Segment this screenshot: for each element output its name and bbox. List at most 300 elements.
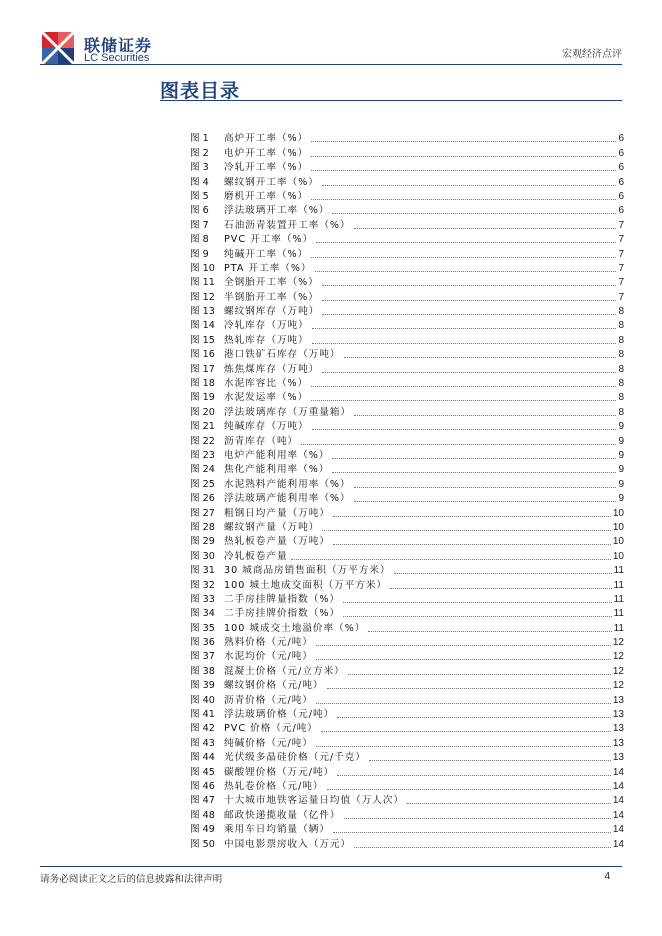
toc-figure-number: 图 44 [190, 752, 215, 764]
toc-figure-title: 螺纹钢库存（万吨） [224, 306, 320, 318]
toc-entry[interactable] [190, 707, 624, 721]
toc-figure-title: 光伏级多晶硅价格（元/千克） [224, 752, 366, 764]
toc-leader-dots [343, 602, 612, 603]
toc-figure-number: 图 23 [190, 449, 215, 461]
toc-entry[interactable] [190, 347, 624, 361]
toc-entry[interactable] [190, 649, 624, 663]
toc-leader-dots [311, 386, 616, 387]
toc-entry-label [190, 407, 351, 419]
toc-entry-label [190, 651, 313, 663]
lc-securities-logo-icon [40, 30, 76, 66]
toc-page-number: 14 [612, 809, 624, 821]
toc-figure-number: 图 33 [190, 593, 215, 605]
toc-entry[interactable] [190, 635, 624, 649]
toc-page-number: 6 [618, 176, 624, 188]
toc-figure-title: 半钢胎开工率（%） [224, 291, 319, 303]
toc-leader-dots [368, 631, 611, 632]
toc-figure-number: 图 7 [190, 219, 209, 231]
toc-figure-title: PVC 开工率（%） [224, 234, 314, 246]
toc-entry[interactable] [190, 750, 624, 764]
toc-figure-title: 二手房挂牌量指数（%） [224, 593, 341, 605]
toc-page-number: 7 [618, 219, 624, 231]
toc-entry[interactable] [190, 807, 624, 821]
toc-figure-number: 图 5 [190, 190, 209, 202]
toc-entry-label [190, 292, 319, 304]
toc-page-number: 8 [618, 406, 624, 418]
toc-leader-dots [348, 674, 611, 675]
toc-figure-title: 30 城商品房销售面积（万平方米） [224, 565, 391, 577]
toc-page-number: 7 [618, 248, 624, 260]
toc-leader-dots [327, 789, 611, 790]
toc-figure-title: 热轧卷价格（元/吨） [224, 780, 324, 792]
toc-figure-title: 100 城成交土地溢价率（%） [224, 622, 366, 634]
toc-entry-label [190, 436, 298, 448]
toc-entry[interactable] [190, 505, 624, 519]
toc-figure-number: 图 3 [190, 162, 209, 174]
toc-figure-title: 纯碱开工率（%） [224, 248, 309, 260]
toc-leader-dots [311, 170, 616, 171]
toc-entry[interactable] [190, 692, 624, 706]
toc-figure-number: 图 45 [190, 766, 215, 778]
toc-page-number: 11 [613, 622, 624, 634]
toc-figure-number: 图 41 [190, 709, 215, 721]
toc-page-number: 8 [618, 320, 624, 332]
toc-leader-dots [312, 429, 617, 430]
toc-figure-title: 沥青库存（吨） [224, 435, 299, 447]
toc-figure-number: 图 43 [190, 737, 215, 749]
toc-leader-dots [311, 400, 616, 401]
toc-figure-number: 图 30 [190, 550, 215, 562]
toc-figure-number: 图 6 [190, 205, 209, 217]
toc-leader-dots [311, 257, 616, 258]
toc-figure-title: 100 城土地成交面积（万平方米） [224, 579, 388, 591]
toc-page-number: 13 [612, 737, 624, 749]
toc-page-number: 8 [618, 392, 624, 404]
toc-leader-dots [354, 501, 617, 502]
toc-leader-dots [354, 228, 617, 229]
toc-entry-label [190, 133, 308, 145]
toc-page-number: 12 [612, 665, 624, 677]
toc-leader-dots [332, 472, 616, 473]
toc-entry[interactable] [190, 491, 624, 505]
toc-entry-label [190, 493, 351, 505]
toc-figure-number: 图 31 [190, 565, 215, 577]
toc-figure-title: 邮政快递揽收量（亿件） [224, 809, 341, 821]
toc-entry[interactable] [190, 174, 624, 188]
toc-leader-dots [344, 818, 611, 819]
toc-figure-title: 浮法玻璃开工率（%） [224, 205, 330, 217]
toc-figure-title: 石油沥青装置开工率（%） [224, 219, 351, 231]
toc-page-number: 12 [612, 651, 624, 663]
toc-entry[interactable] [190, 520, 624, 534]
toc-leader-dots [407, 803, 611, 804]
toc-entry[interactable] [190, 289, 624, 303]
toc-figure-number: 图 18 [190, 378, 215, 390]
toc-entry-label [190, 594, 340, 606]
toc-leader-dots [343, 616, 612, 617]
toc-page-number: 8 [618, 306, 624, 318]
toc-figure-number: 图 9 [190, 248, 209, 260]
toc-entry-label [190, 234, 313, 246]
toc-page-number: 6 [618, 147, 624, 159]
toc-leader-dots [369, 760, 611, 761]
toc-figure-title: 浮法玻璃价格（元/吨） [224, 709, 335, 721]
toc-entry-label [190, 839, 351, 851]
toc-entry-label [190, 364, 319, 376]
toc-page-number: 14 [612, 795, 624, 807]
toc-figure-number: 图 24 [190, 464, 215, 476]
toc-page-number: 8 [618, 378, 624, 390]
toc-leader-dots [390, 588, 612, 589]
toc-figure-title: 纯碱库存（万吨） [224, 421, 309, 433]
toc-leader-dots [327, 688, 611, 689]
toc-entry[interactable] [190, 246, 624, 260]
toc-entry-label [190, 810, 341, 822]
toc-page-number: 9 [618, 449, 624, 461]
toc-page-number: 9 [618, 493, 624, 505]
toc-page-number: 11 [613, 593, 624, 605]
toc-page-number: 7 [618, 291, 624, 303]
toc-entry[interactable] [190, 332, 624, 346]
toc-entry[interactable] [190, 764, 624, 778]
toc-figure-number: 图 49 [190, 824, 215, 836]
toc-page-number: 13 [612, 694, 624, 706]
toc-figure-number: 图 25 [190, 478, 215, 490]
toc-figure-title: 热轧板卷产量（万吨） [224, 536, 330, 548]
report-type: 宏观经济点评 [562, 49, 622, 60]
toc-leader-dots [316, 645, 611, 646]
toc-figure-number: 图 28 [190, 521, 215, 533]
toc-leader-dots [316, 746, 611, 747]
toc-figure-number: 图 50 [190, 838, 215, 850]
toc-leader-dots [354, 487, 617, 488]
toc-entry[interactable] [190, 793, 624, 807]
toc-entry[interactable] [190, 261, 624, 275]
toc-leader-dots [394, 573, 612, 574]
toc-entry-label [190, 680, 324, 692]
toc-leader-dots [315, 271, 617, 272]
toc-entry-label [190, 220, 351, 232]
toc-entry-label [190, 464, 329, 476]
toc-page-number: 7 [618, 262, 624, 274]
toc-figure-number: 图 39 [190, 680, 215, 692]
toc-figure-number: 图 37 [190, 651, 215, 663]
toc-page-number: 11 [613, 608, 624, 620]
toc-entry-label [190, 781, 324, 793]
toc-page-number: 9 [618, 464, 624, 476]
toc-leader-dots [312, 343, 617, 344]
toc-entry[interactable] [190, 448, 624, 462]
toc-figure-number: 图 16 [190, 349, 215, 361]
toc-entry[interactable] [190, 304, 624, 318]
toc-entry-label [190, 824, 330, 836]
toc-entry[interactable] [190, 376, 624, 390]
toc-entry[interactable] [190, 779, 624, 793]
toc-entry[interactable] [190, 232, 624, 246]
toc-figure-number: 图 34 [190, 608, 215, 620]
toc-figure-number: 图 20 [190, 406, 215, 418]
toc-leader-dots [344, 357, 617, 358]
toc-figure-number: 图 14 [190, 320, 215, 332]
toc-entry-label [190, 205, 329, 217]
toc-figure-title: 十大城市地铁客运量日均值（万人次） [224, 795, 405, 807]
toc-figure-title: 二手房挂牌价指数（%） [224, 608, 341, 620]
toc-entry[interactable] [190, 735, 624, 749]
toc-figure-number: 图 22 [190, 435, 215, 447]
toc-figure-title: 冷轧开工率（%） [224, 162, 309, 174]
toc-entry[interactable] [190, 563, 624, 577]
toc-entry[interactable] [190, 577, 624, 591]
toc-entry[interactable] [190, 663, 624, 677]
toc-figure-title: 粗钢日均产量（万吨） [224, 507, 330, 519]
toc-leader-dots [316, 659, 611, 660]
toc-page-number: 6 [618, 162, 624, 174]
toc-entry-label [190, 536, 330, 548]
toc-leader-dots [322, 285, 617, 286]
toc-leader-dots [333, 516, 611, 517]
toc-entry[interactable] [190, 361, 624, 375]
toc-entry-label [190, 148, 308, 160]
toc-figure-title: 冷轧库存（万吨） [224, 320, 309, 332]
toc-page-number: 8 [618, 334, 624, 346]
toc-figure-number: 图 11 [190, 277, 215, 289]
company-name-en: LC Securities [84, 52, 150, 64]
toc-figure-title: 碳酸锂价格（万元/吨） [224, 766, 335, 778]
toc-entry[interactable] [190, 189, 624, 203]
toc-figure-number: 图 47 [190, 795, 215, 807]
toc-figure-number: 图 10 [190, 262, 215, 274]
toc-entry[interactable] [190, 404, 624, 418]
toc-figure-number: 图 15 [190, 334, 215, 346]
toc-entry-label [190, 320, 309, 332]
toc-entry-label [190, 695, 313, 707]
toc-leader-dots [354, 847, 611, 848]
toc-leader-dots [322, 314, 616, 315]
toc-figure-number: 图 19 [190, 392, 215, 404]
toc-page-number: 14 [612, 824, 624, 836]
toc-entry[interactable] [190, 836, 624, 850]
toc-entry-label [190, 551, 288, 563]
toc-leader-dots [311, 199, 616, 200]
toc-leader-dots [322, 185, 617, 186]
toc-page-number: 6 [618, 205, 624, 217]
toc-entry-label [190, 623, 365, 635]
toc-page-number: 14 [612, 838, 624, 850]
toc-entry[interactable] [190, 721, 624, 735]
toc-leader-dots [322, 372, 616, 373]
toc-figure-number: 图 40 [190, 694, 215, 706]
company-name-cn: 联储证券 [84, 36, 153, 55]
toc-entry[interactable] [190, 620, 624, 634]
toc-entry-label [190, 277, 319, 289]
toc-figure-title: PTA 开工率（%） [224, 262, 312, 274]
toc-entry[interactable] [190, 145, 624, 159]
toc-page-number: 14 [612, 780, 624, 792]
toc-page-number: 11 [613, 565, 624, 577]
toc-leader-dots [301, 444, 616, 445]
toc-entry-label [190, 767, 334, 779]
toc-figure-title: 纯碱价格（元/吨） [224, 737, 313, 749]
toc-entry[interactable] [190, 131, 624, 145]
toc-leader-dots [337, 775, 611, 776]
toc-figure-number: 图 32 [190, 579, 215, 591]
toc-entry-label [190, 508, 330, 520]
toc-entry[interactable] [190, 433, 624, 447]
toc-figure-title: 热轧库存（万吨） [224, 334, 309, 346]
toc-page-number: 13 [612, 723, 624, 735]
toc-figure-title: 浮法玻璃产能利用率（%） [224, 493, 351, 505]
page-header [0, 0, 662, 70]
toc-figure-title: 螺纹钢开工率（%） [224, 176, 319, 188]
toc-leader-dots [311, 141, 616, 142]
toc-page-number: 10 [612, 521, 624, 533]
toc-entry-label [190, 565, 391, 577]
toc-entry-label [190, 421, 309, 433]
toc-figure-number: 图 35 [190, 622, 215, 634]
toc-figure-number: 图 8 [190, 234, 209, 246]
footer-divider [40, 866, 622, 867]
toc-entry-label [190, 522, 319, 534]
toc-leader-dots [354, 415, 616, 416]
toc-entry[interactable] [190, 606, 624, 620]
toc-figure-number: 图 48 [190, 809, 215, 821]
toc-figure-number: 图 13 [190, 306, 215, 318]
footer-disclaimer: 请务必阅读正文之后的信息披露和法律声明 [40, 874, 223, 885]
toc-entry-label [190, 795, 404, 807]
toc-page-number: 7 [618, 234, 624, 246]
toc-leader-dots [311, 156, 616, 157]
toc-figure-number: 图 29 [190, 536, 215, 548]
toc-entry[interactable] [190, 419, 624, 433]
toc-figure-title: 炼焦煤库存（万吨） [224, 363, 320, 375]
toc-entry[interactable] [190, 548, 624, 562]
toc-figure-title: 浮法玻璃库存（万重量箱） [224, 406, 352, 418]
toc-entry[interactable] [190, 318, 624, 332]
toc-entry[interactable] [190, 678, 624, 692]
figure-toc-list [190, 131, 624, 851]
toc-figure-number: 图 1 [190, 133, 209, 145]
toc-entry-label [190, 723, 318, 735]
toc-entry-label [190, 637, 313, 649]
toc-entry[interactable] [190, 534, 624, 548]
toc-page-number: 6 [618, 190, 624, 202]
toc-entry-label [190, 709, 334, 721]
toc-entry-label [190, 608, 340, 620]
toc-entry[interactable] [190, 217, 624, 231]
toc-leader-dots [291, 559, 611, 560]
toc-entry[interactable] [190, 822, 624, 836]
toc-leader-dots [337, 717, 611, 718]
toc-entry-label [190, 162, 308, 174]
toc-figure-title: 沥青价格（元/吨） [224, 694, 313, 706]
toc-entry[interactable] [190, 203, 624, 217]
toc-entry-label [190, 479, 351, 491]
toc-figure-title: 冷轧板卷产量 [224, 550, 288, 562]
toc-page-number: 10 [612, 507, 624, 519]
toc-figure-number: 图 26 [190, 493, 215, 505]
page-number: 4 [604, 871, 610, 882]
toc-figure-number: 图 12 [190, 291, 215, 303]
toc-page-number: 10 [612, 550, 624, 562]
toc-figure-number: 图 21 [190, 421, 215, 433]
toc-page-number: 12 [612, 637, 624, 649]
toc-page-number: 14 [612, 766, 624, 778]
toc-page-number: 13 [612, 709, 624, 721]
toc-leader-dots [316, 703, 611, 704]
toc-entry-label [190, 752, 366, 764]
toc-page-number: 11 [613, 579, 624, 591]
toc-page-number: 8 [618, 349, 624, 361]
toc-leader-dots [321, 731, 611, 732]
toc-figure-title: 电炉产能利用率（%） [224, 449, 330, 461]
toc-entry[interactable] [190, 476, 624, 490]
toc-page-number: 9 [618, 478, 624, 490]
toc-leader-dots [322, 530, 611, 531]
toc-page-number: 10 [612, 536, 624, 548]
toc-figure-title: 水泥库容比（%） [224, 378, 309, 390]
toc-leader-dots [333, 544, 611, 545]
toc-figure-number: 图 27 [190, 507, 215, 519]
page-title: 图表目录 [160, 80, 241, 102]
toc-page-number: 6 [618, 133, 624, 145]
toc-page-number: 12 [612, 680, 624, 692]
toc-figure-title: 乘用车日均销量（辆） [224, 824, 330, 836]
toc-entry-label [190, 349, 341, 361]
toc-entry-label [190, 335, 309, 347]
toc-leader-dots [332, 458, 616, 459]
toc-page-number: 8 [618, 363, 624, 375]
toc-entry-label [190, 306, 319, 318]
toc-figure-number: 图 46 [190, 780, 215, 792]
toc-figure-title: 电炉开工率（%） [224, 147, 309, 159]
toc-entry-label [190, 580, 387, 592]
toc-figure-title: 焦化产能利用率（%） [224, 464, 330, 476]
toc-figure-number: 图 2 [190, 147, 209, 159]
toc-leader-dots [333, 832, 611, 833]
toc-leader-dots [312, 328, 617, 329]
toc-figure-title: 水泥熟料产能利用率（%） [224, 478, 351, 490]
toc-page-number: 9 [618, 435, 624, 447]
toc-entry[interactable] [190, 275, 624, 289]
toc-figure-title: 螺纹钢产量（万吨） [224, 521, 320, 533]
toc-entry-label [190, 177, 319, 189]
toc-figure-title: 磨机开工率（%） [224, 190, 309, 202]
toc-leader-dots [316, 242, 616, 243]
toc-entry-label [190, 263, 312, 275]
toc-figure-title: 中国电影票房收入（万元） [224, 838, 352, 850]
toc-entry-label [190, 191, 308, 203]
toc-leader-dots [322, 300, 617, 301]
toc-entry-label [190, 249, 308, 261]
toc-entry[interactable] [190, 390, 624, 404]
toc-figure-number: 图 38 [190, 665, 215, 677]
toc-figure-title: 水泥均价（元/吨） [224, 651, 313, 663]
toc-entry[interactable] [190, 462, 624, 476]
toc-entry-label [190, 378, 308, 390]
toc-figure-number: 图 4 [190, 176, 209, 188]
toc-figure-title: 混凝土价格（元/立方米） [224, 665, 345, 677]
toc-entry[interactable] [190, 160, 624, 174]
toc-figure-title: PVC 价格（元/吨） [224, 723, 318, 735]
toc-figure-number: 图 17 [190, 363, 215, 375]
toc-entry-label [190, 450, 329, 462]
toc-entry[interactable] [190, 592, 624, 606]
toc-figure-title: 高炉开工率（%） [224, 133, 309, 145]
title-divider [160, 100, 622, 101]
toc-entry-label [190, 738, 313, 750]
toc-figure-title: 熟料价格（元/吨） [224, 637, 313, 649]
toc-page-number: 9 [618, 421, 624, 433]
